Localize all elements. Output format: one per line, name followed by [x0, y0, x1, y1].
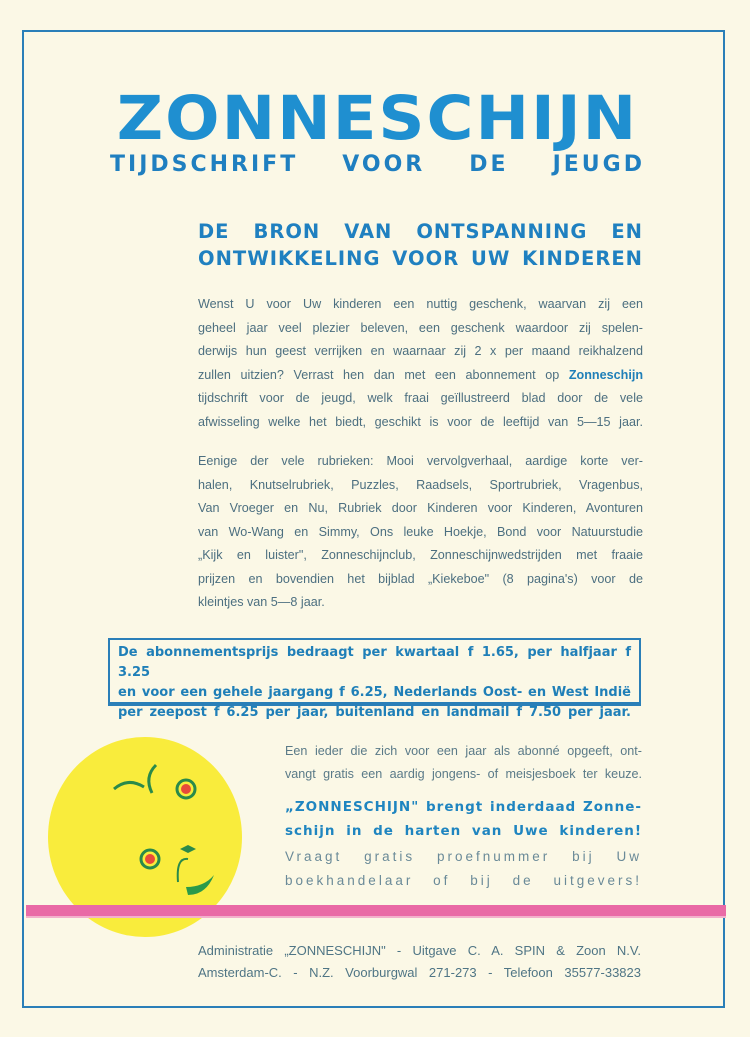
- footer-line: Administratie „ZONNESCHIJN" - Uitgave C. A. SPIN & Zoon N.V.: [198, 943, 641, 958]
- text-line: vangt gratis een aardig jongens- of meisjesboek ter keuze.: [285, 767, 642, 781]
- pink-divider: [26, 905, 726, 918]
- text-line: tijdschrift voor de jeugd, welk fraai geïllustreerd blad door de vele: [198, 391, 643, 405]
- slogan: [285, 795, 642, 843]
- text-line: afwisseling welke het biedt, geschikt is voor de leeftijd van 5—15 jaar.: [198, 414, 643, 429]
- price-line: per zeepost f 6.25 per jaar, buitenland en landmail f 7.50 per jaar.: [118, 705, 631, 720]
- brand-name: Zonneschijn: [568, 367, 644, 382]
- masthead-subtitle: TIJDSCHRIFT VOOR DE JEUGD: [110, 152, 645, 177]
- text-line: Eenige der vele rubrieken: Mooi vervolgverhaal, aardige korte ver-: [198, 454, 643, 468]
- offer-text: [285, 740, 642, 786]
- text-line: Wenst U voor Uw kinderen een nuttig geschenk, waarvan zij een: [198, 297, 643, 311]
- headline-line: ONTWIKKELING VOOR UW KINDEREN: [198, 247, 643, 270]
- text-span: zullen uitzien? Verrast hen dan met een abonnement op: [198, 367, 560, 382]
- text-line: prijzen en bovendien het bijblad „Kiekeboe" (8 pagina's) voor de: [198, 571, 643, 586]
- rubrieken-paragraph: [198, 450, 643, 615]
- headline: [198, 218, 643, 272]
- footer-line: Amsterdam-C. - N.Z. Voorburgwal 271-273 - Telefoon 35577-33823: [198, 965, 641, 980]
- text-line: kleintjes van 5—8 jaar.: [198, 595, 325, 609]
- price-box: [108, 638, 641, 720]
- text-line: Een ieder die zich voor een jaar als abonné opgeeft, ont-: [285, 744, 642, 758]
- price-line: en voor een gehele jaargang f 6.25, Nederlands Oost- en West Indië: [118, 685, 631, 700]
- text-line: Van Vroeger en Nu, Rubriek door Kinderen voor Kinderen, Avonturen: [198, 501, 643, 515]
- text-line: „ZONNESCHIJN" brengt inderdaad Zonne-: [285, 799, 642, 815]
- text-line: [198, 364, 643, 388]
- text-line: „Kijk en luister", Zonneschijnclub, Zonneschijnwedstrijden met fraaie: [198, 548, 643, 562]
- text-line: Vraagt gratis proefnummer bij Uw: [285, 849, 642, 864]
- publisher-footer: [198, 940, 641, 984]
- price-line: De abonnementsprijs bedraagt per kwartaal f 1.65, per halfjaar f 3.25: [118, 645, 631, 680]
- text-line: schijn in de harten van Uwe kinderen!: [285, 823, 642, 839]
- text-line: halen, Knutselrubriek, Puzzles, Raadsels, Sportrubriek, Vragenbus,: [198, 477, 643, 492]
- text-line: geheel jaar veel plezier beleven, een geschenk waardoor zij spelen-: [198, 320, 643, 335]
- intro-paragraph: [198, 293, 643, 434]
- headline-line: DE BRON VAN ONTSPANNING EN: [198, 220, 643, 243]
- masthead-title: ZONNESCHIJN: [116, 83, 639, 155]
- text-line: derwijs hun geest verrijken en waarnaar zij 2 x per maand reikhalzend: [198, 344, 643, 358]
- text-line: van Wo-Wang en Simmy, Ons leuke Hoekje, Bond voor Natuurstudie: [198, 524, 643, 539]
- request-sample-text: [285, 845, 642, 893]
- text-line: boekhandelaar of bij de uitgevers!: [285, 873, 642, 888]
